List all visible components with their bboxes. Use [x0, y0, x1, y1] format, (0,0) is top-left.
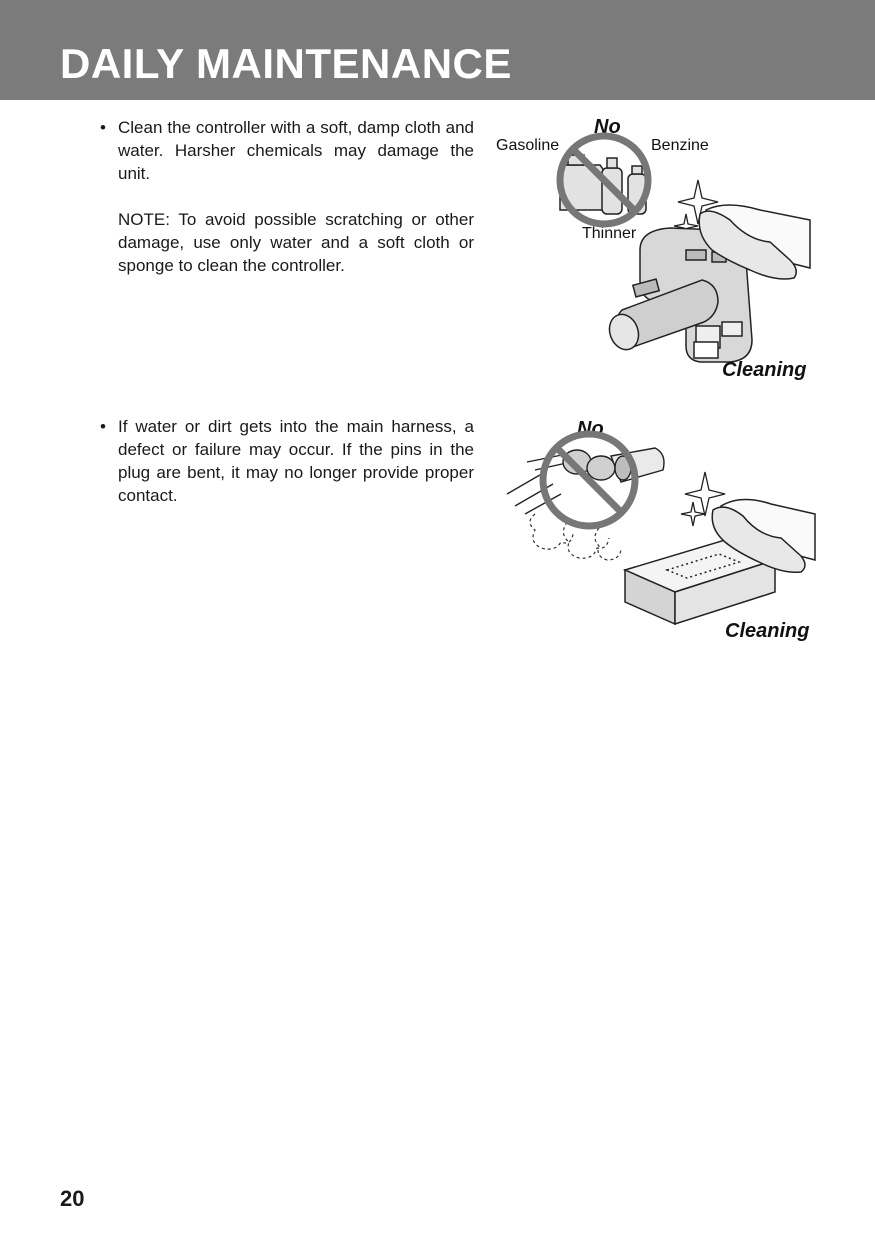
page-title: DAILY MAINTENANCE [60, 40, 512, 87]
bullet: • [100, 118, 106, 137]
page-number: 20 [60, 1186, 85, 1211]
no-label: No [594, 116, 621, 138]
bullet: • [100, 417, 106, 436]
gasoline-label: Gasoline [496, 137, 560, 154]
note-paragraph: NOTE: To avoid possible scratching or other damage, use only water and a soft cloth or sponge to clean the controller. [118, 210, 474, 275]
cleaning-label: Cleaning [722, 359, 807, 381]
cleaning-label: Cleaning [725, 620, 810, 642]
section-2-text [100, 415, 474, 507]
harness-cleaning-illustration [495, 410, 835, 650]
section-1-text [100, 116, 474, 277]
instruction-paragraph: Clean the controller with a soft, damp cloth and water. Harsher chemicals may damage the unit. [118, 118, 474, 183]
thinner-label: Thinner [582, 225, 637, 242]
header-bar [0, 0, 875, 100]
benzine-label: Benzine [651, 137, 709, 154]
harness-warning-paragraph: If water or dirt gets into the main harness, a defect or failure may occur. If the pins in the plug are bent, it may no longer provide proper contact. [118, 417, 474, 505]
no-label: No [577, 418, 604, 440]
controller-cleaning-illustration [490, 110, 830, 390]
